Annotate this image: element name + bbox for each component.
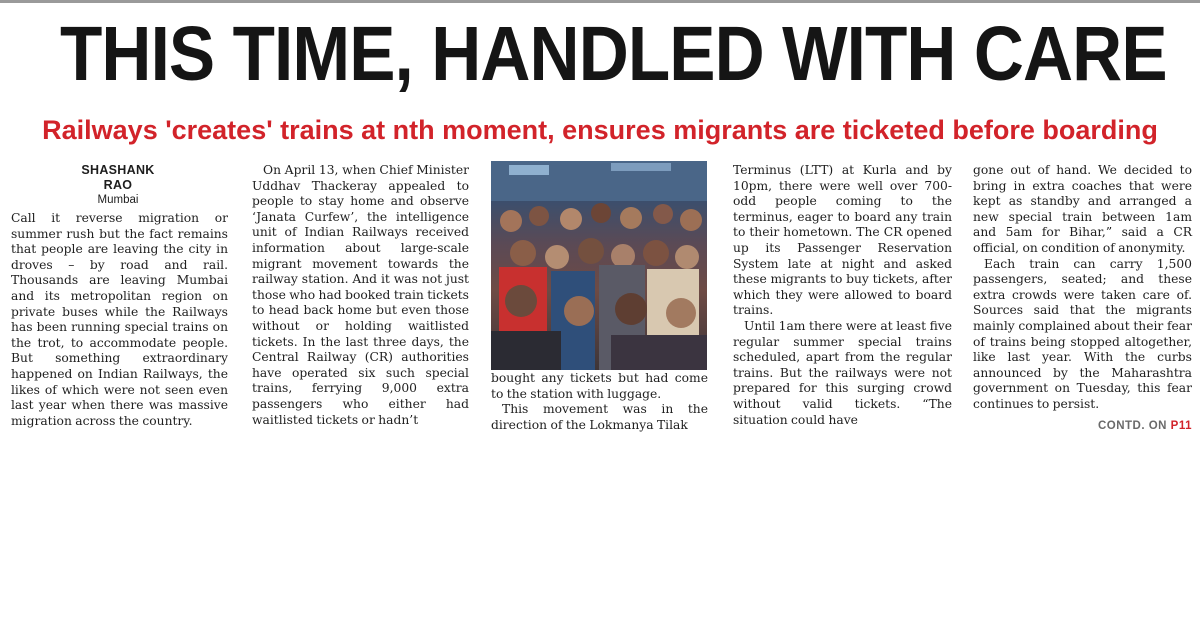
continuation-note: [1060, 420, 1192, 432]
article-column-5: [973, 163, 1192, 413]
paragraph: Call it reverse migration or summer rush but the fact remains that people are leaving the city in droves – by road and rail. Thousands are leaving Mumbai and its metropolitan region on private buses while the Railways has been running special trains on the trot, to accommodate people. But something extraordinary happened on Indian Railways, the likes of which were not seen even last year when there was massive migration across the country.: [11, 211, 228, 428]
paragraph: Terminus (LTT) at Kurla and by 10pm, there were well over 700-odd people coming to the terminus, eager to board any train to their hometown. The CR opened up its Passenger Reservation System late at night and asked these migrants to buy tickets, after which they were allowed to board trains.: [733, 163, 952, 318]
subheadline: Railways 'creates' trains at nth moment, ensures migrants are ticketed before boarding: [42, 115, 1158, 145]
byline-name: SHASHANK RAO: [81, 163, 155, 192]
continuation-label: CONTD. ON: [1097, 420, 1167, 432]
paragraph: gone out of hand. We decided to bring in extra coaches that were kept as standby and arranged a new special train between 1am and 5am for Bihar,” said a CR official, on condition of anonymity.: [973, 163, 1192, 255]
headline: THIS TIME, HANDLED WITH CARE: [60, 11, 1167, 97]
article-column-4: [733, 163, 952, 428]
article-column-3: [491, 371, 708, 433]
top-rule: [0, 0, 1200, 3]
article-column-2: [252, 163, 469, 428]
paragraph: Each train can carry 1,500 passengers, seated; and these extra crowds were taken care of. Sources said that the migrants mainly complained about their fear of trains being stopped altogether, like last year. With the curbs announced by the Maharashtra government on Tuesday, this fear continues to persist.: [973, 256, 1192, 411]
byline-location: Mumbai: [97, 194, 139, 206]
paragraph: On April 13, when Chief Minister Uddhav Thackeray appealed to people to stay home and observe ‘Janata Curfew’, the intelligence unit of Indian Railways received information about large-scale migrant movement towards the railway station. And it was not just those who had booked train tickets to head back home but even those without or holding waitlisted tickets. In the last three days, the Central Railway (CR) authorities have operated six such special trains, ferrying 9,000 extra passengers who either had waitlisted tickets or hadn’t: [252, 163, 469, 427]
article-photo: [491, 161, 707, 370]
article-column-1: [11, 211, 228, 429]
crowd-photo-illustration: [491, 161, 707, 370]
paragraph: bought any tickets but had come to the station with luggage.: [491, 371, 708, 401]
byline: [66, 163, 170, 207]
continuation-page: P11: [1170, 420, 1192, 432]
paragraph: Until 1am there were at least five regular summer special trains scheduled, apart from the regular trains. But the railways were not prepared for this surging crowd without valid tickets. “The situation could have: [733, 318, 952, 427]
paragraph: This movement was in the direction of the Lokmanya Tilak: [491, 402, 708, 432]
